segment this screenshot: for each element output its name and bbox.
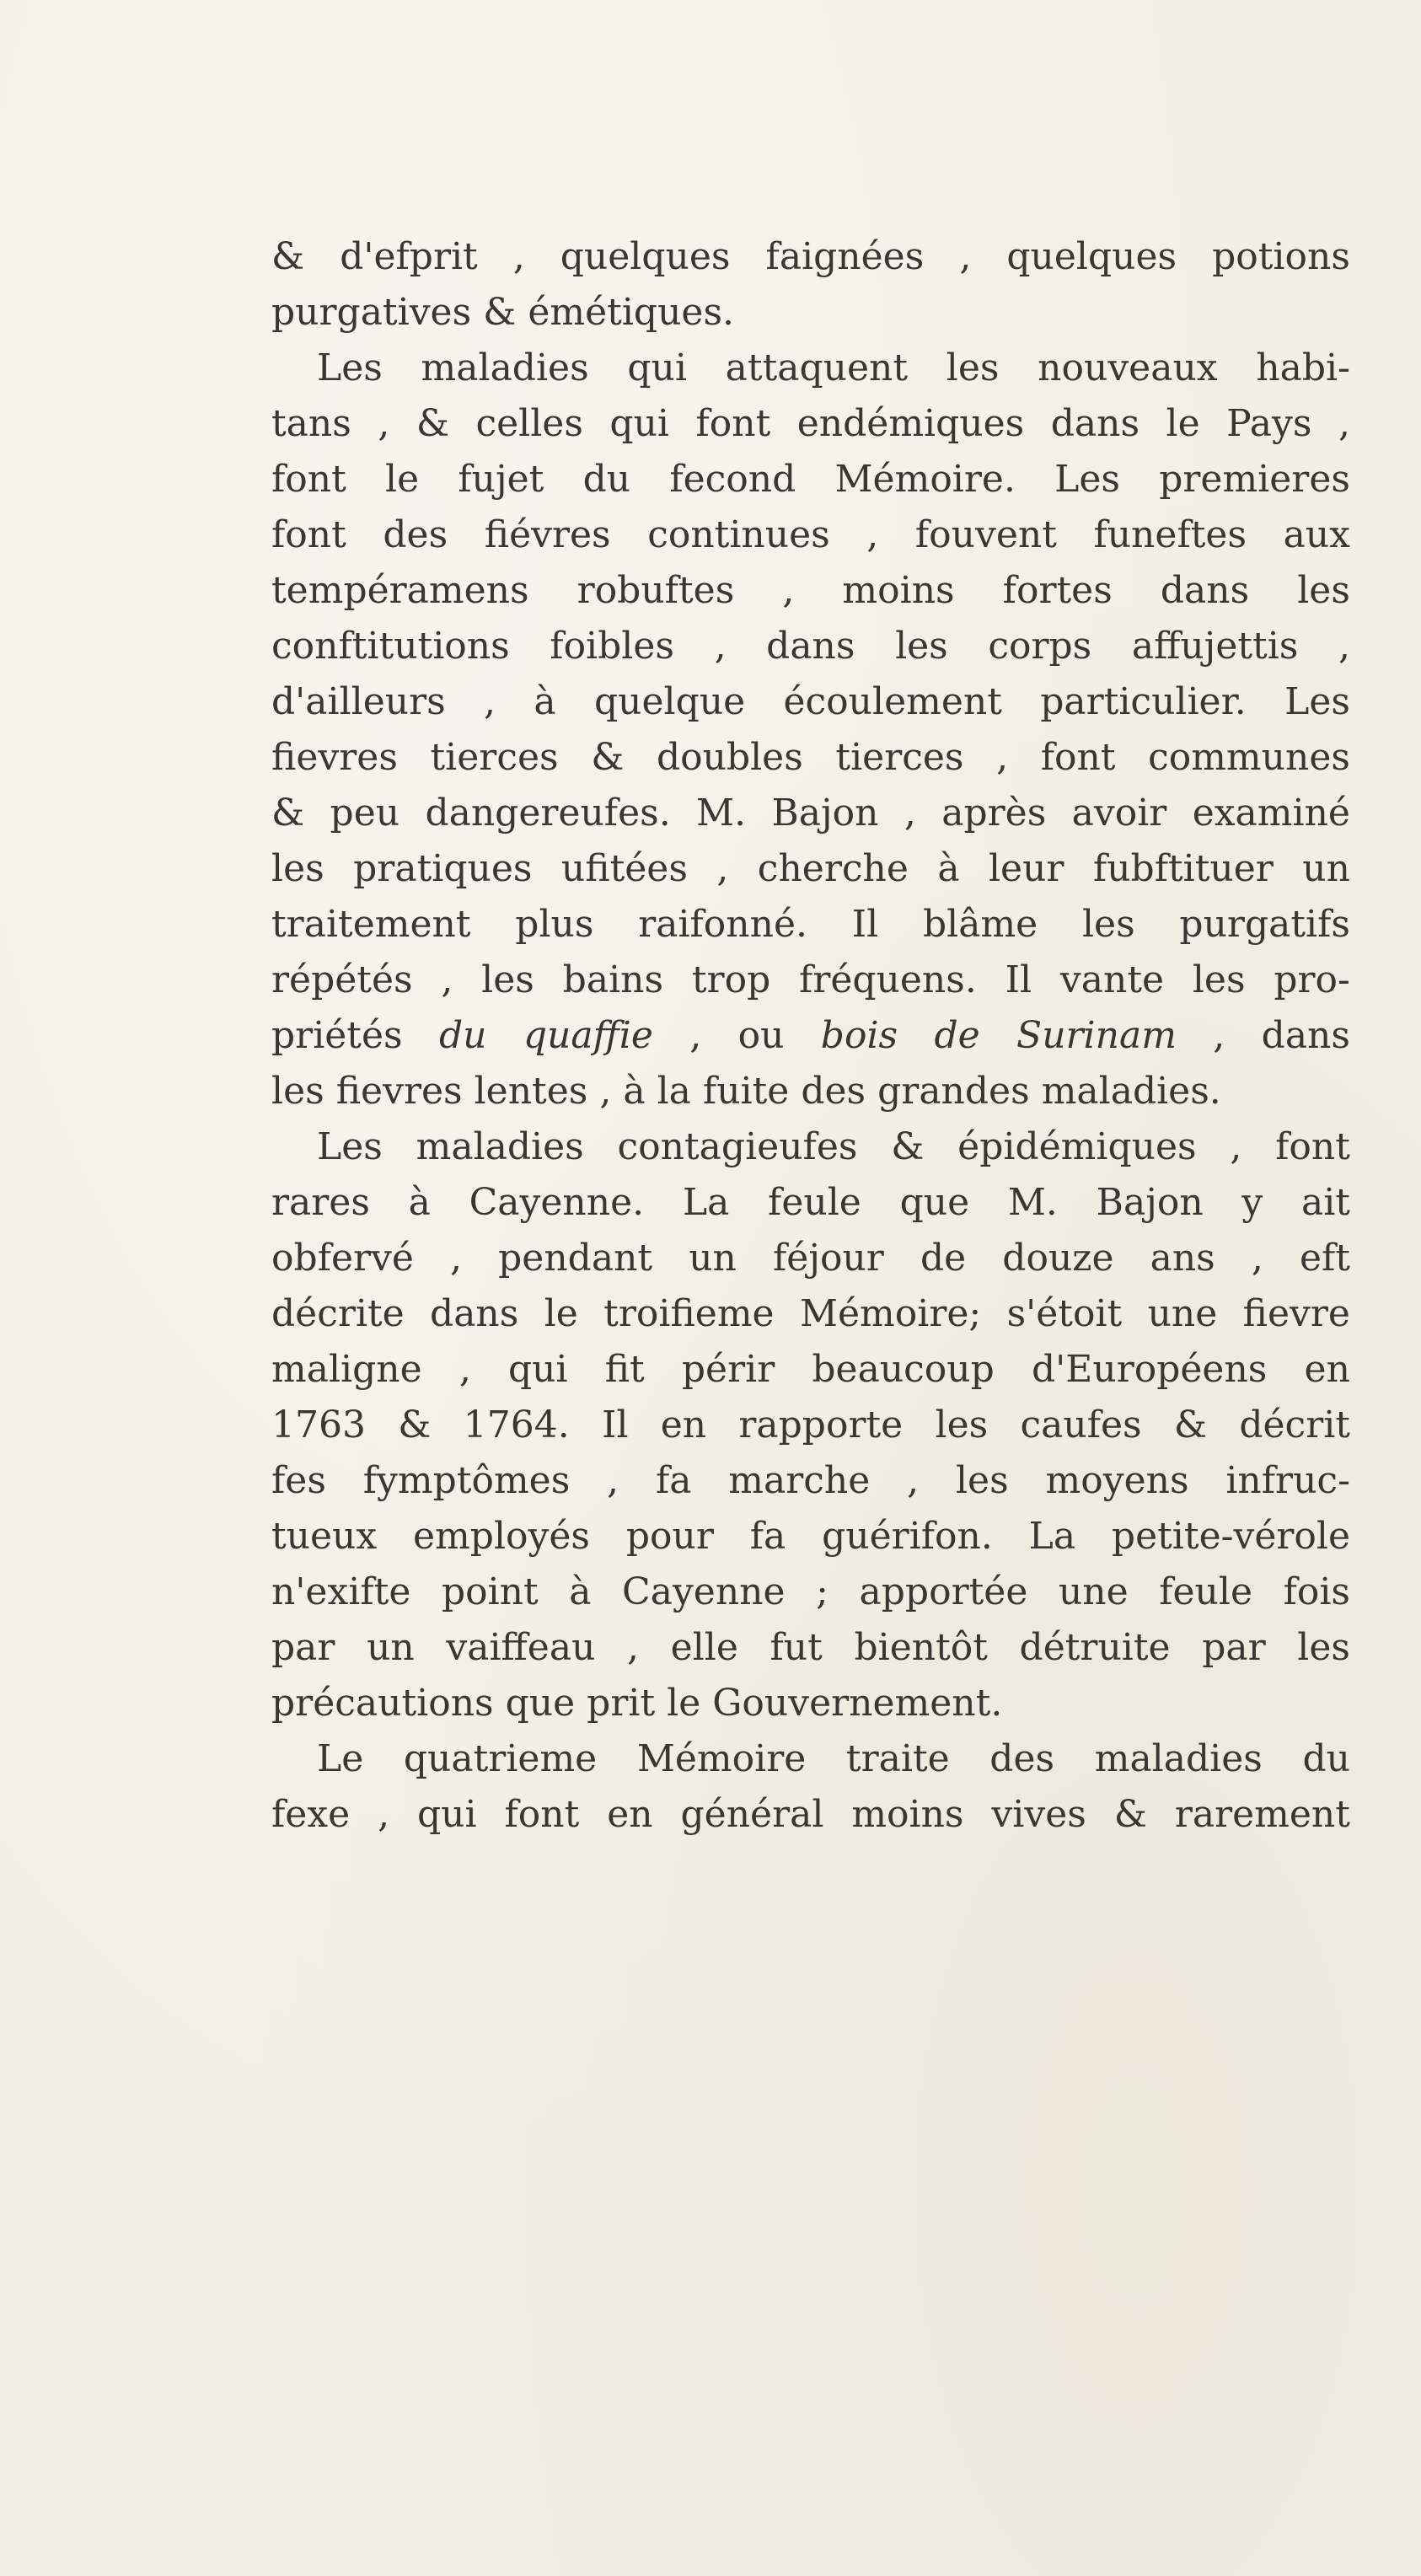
word: vaiffeau bbox=[446, 1626, 596, 1669]
word: maladies bbox=[1094, 1737, 1263, 1780]
word: ans bbox=[1150, 1237, 1215, 1280]
word: & bbox=[271, 235, 305, 278]
word: font bbox=[695, 402, 771, 445]
word: quelque bbox=[593, 680, 746, 723]
word: purgatifs bbox=[1179, 903, 1350, 946]
word: contagieufes bbox=[617, 1125, 858, 1168]
word: Bajon bbox=[771, 792, 879, 835]
word: Les bbox=[1284, 680, 1350, 723]
word: s'étoit bbox=[1006, 1292, 1123, 1335]
text-line bbox=[271, 1398, 1350, 1453]
text-line bbox=[271, 1231, 1350, 1286]
paragraph-2 bbox=[271, 341, 1350, 1119]
word: tierces bbox=[430, 736, 559, 779]
word: émétiques. bbox=[528, 291, 735, 334]
text-line bbox=[271, 897, 1350, 953]
word: 1763 bbox=[271, 1403, 366, 1446]
word: Les bbox=[317, 346, 383, 389]
text-line bbox=[271, 786, 1350, 841]
word: dans bbox=[1261, 1014, 1350, 1057]
word: quelques bbox=[1006, 235, 1177, 278]
word: guérifon. bbox=[822, 1515, 993, 1558]
word: elle bbox=[670, 1626, 738, 1669]
word: à bbox=[534, 680, 556, 723]
word: n'exifte bbox=[271, 1570, 411, 1613]
word: apportée bbox=[859, 1570, 1028, 1613]
word: & bbox=[398, 1403, 432, 1446]
word: les bbox=[271, 847, 324, 890]
word: en bbox=[660, 1403, 707, 1446]
word: prit bbox=[587, 1682, 656, 1725]
word: font bbox=[271, 513, 346, 556]
word: petite-vérole bbox=[1111, 1515, 1350, 1558]
word: les bbox=[935, 1403, 989, 1446]
text-line bbox=[271, 1676, 1350, 1731]
word: grandes bbox=[877, 1070, 1030, 1113]
word: , bbox=[714, 625, 727, 668]
word: faignées bbox=[765, 235, 925, 278]
word: & bbox=[891, 1125, 925, 1168]
text-line bbox=[271, 953, 1350, 1008]
word: examiné bbox=[1192, 792, 1350, 835]
word: , bbox=[1230, 1125, 1242, 1168]
word: bains bbox=[562, 958, 664, 1001]
text-line bbox=[271, 1008, 1350, 1064]
text-line bbox=[271, 1620, 1350, 1676]
word: tans bbox=[271, 402, 351, 445]
word: avoir bbox=[1071, 792, 1167, 835]
word: fievres bbox=[271, 736, 398, 779]
word: après bbox=[941, 792, 1047, 835]
text-line bbox=[271, 674, 1350, 730]
word: funeftes bbox=[1093, 513, 1247, 556]
word: du bbox=[1302, 1737, 1350, 1780]
word: de bbox=[934, 1014, 980, 1057]
text-line bbox=[271, 1564, 1350, 1620]
word: La bbox=[1028, 1515, 1076, 1558]
word: la bbox=[657, 1070, 691, 1113]
word: répétés bbox=[271, 958, 413, 1001]
word: point bbox=[441, 1570, 539, 1613]
word: continues bbox=[647, 513, 830, 556]
word: fa bbox=[655, 1459, 692, 1502]
text-line bbox=[271, 1787, 1350, 1843]
word: potions bbox=[1212, 235, 1350, 278]
word: une bbox=[1147, 1292, 1218, 1335]
word: que bbox=[899, 1181, 970, 1224]
word: épidémiques bbox=[957, 1125, 1197, 1168]
word: font bbox=[1040, 736, 1116, 779]
word: Les bbox=[1054, 458, 1120, 501]
word: décrit bbox=[1239, 1403, 1350, 1446]
word: pro- bbox=[1274, 958, 1350, 1001]
word: écoulement bbox=[783, 680, 1002, 723]
word: du bbox=[582, 458, 631, 501]
word: fexe bbox=[271, 1793, 351, 1836]
word: Gouvernement. bbox=[712, 1682, 1003, 1725]
word: rarement bbox=[1174, 1793, 1350, 1836]
word: traite bbox=[845, 1737, 950, 1780]
word: maligne bbox=[271, 1348, 422, 1391]
text-line bbox=[271, 1286, 1350, 1342]
word: Les bbox=[317, 1125, 383, 1168]
word: les bbox=[955, 1459, 1009, 1502]
word: maladies bbox=[416, 1125, 584, 1168]
word: , bbox=[866, 513, 879, 556]
word: plus bbox=[515, 903, 594, 946]
word: peu bbox=[330, 792, 400, 835]
word: trop bbox=[691, 958, 771, 1001]
word: particulier. bbox=[1040, 680, 1247, 723]
word: du bbox=[438, 1014, 487, 1057]
word: quaffie bbox=[523, 1014, 653, 1057]
word: moins bbox=[851, 1793, 964, 1836]
word: qui bbox=[417, 1793, 477, 1836]
text-line bbox=[271, 619, 1350, 674]
word: robuftes bbox=[576, 569, 735, 612]
text-line bbox=[271, 841, 1350, 897]
word: , bbox=[450, 1237, 463, 1280]
word: les bbox=[1192, 958, 1246, 1001]
word: tueux bbox=[271, 1515, 378, 1558]
word: à bbox=[937, 847, 960, 890]
word: par bbox=[1202, 1626, 1266, 1669]
word: précautions bbox=[271, 1682, 494, 1725]
word: à bbox=[408, 1181, 431, 1224]
word: foibles bbox=[550, 625, 674, 668]
word: , bbox=[716, 847, 729, 890]
word: un bbox=[367, 1626, 415, 1669]
word: des bbox=[989, 1737, 1055, 1780]
word: cherche bbox=[757, 847, 909, 890]
word: & bbox=[591, 736, 625, 779]
word: doubles bbox=[656, 736, 803, 779]
word: obfervé bbox=[271, 1237, 414, 1280]
word: les bbox=[271, 1070, 324, 1113]
word: rares bbox=[271, 1181, 370, 1224]
word: & bbox=[1173, 1403, 1208, 1446]
word: Cayenne bbox=[622, 1570, 786, 1613]
word: leur bbox=[988, 847, 1064, 890]
text-line bbox=[271, 1175, 1350, 1231]
word: décrite bbox=[271, 1292, 405, 1335]
paragraph-4 bbox=[271, 1731, 1350, 1843]
word: que bbox=[505, 1682, 576, 1725]
word: dans bbox=[1160, 569, 1250, 612]
word: à bbox=[569, 1570, 592, 1613]
paragraph-3 bbox=[271, 1119, 1350, 1731]
word: marche bbox=[728, 1459, 871, 1502]
word: Bajon bbox=[1096, 1181, 1204, 1224]
word: affujettis bbox=[1131, 625, 1299, 668]
word: raifonné. bbox=[638, 903, 808, 946]
word: les bbox=[1297, 1626, 1350, 1669]
word: le bbox=[1166, 402, 1200, 445]
word: Mémoire; bbox=[799, 1292, 982, 1335]
word: fymptômes bbox=[362, 1459, 571, 1502]
word: pour bbox=[625, 1515, 714, 1558]
page-text bbox=[271, 229, 1350, 1843]
word: moyens bbox=[1045, 1459, 1189, 1502]
text-line bbox=[271, 452, 1350, 507]
word: Le bbox=[317, 1737, 364, 1780]
word: , bbox=[484, 680, 496, 723]
word: de bbox=[920, 1237, 967, 1280]
word: d'ailleurs bbox=[271, 680, 446, 723]
word: rapporte bbox=[738, 1403, 904, 1446]
word: communes bbox=[1148, 736, 1350, 779]
word: Cayenne. bbox=[469, 1181, 645, 1224]
word: infruc- bbox=[1225, 1459, 1350, 1502]
word: , bbox=[689, 1014, 702, 1057]
word: pratiques bbox=[353, 847, 533, 890]
word: fubftituer bbox=[1092, 847, 1274, 890]
word: une bbox=[1058, 1570, 1129, 1613]
word: fa bbox=[749, 1515, 786, 1558]
word: quelques bbox=[560, 235, 731, 278]
word: nouveaux bbox=[1038, 346, 1218, 389]
word: détruite bbox=[1019, 1626, 1171, 1669]
word: y bbox=[1241, 1181, 1263, 1224]
word: des bbox=[383, 513, 448, 556]
word: fievres bbox=[335, 1070, 463, 1113]
text-line bbox=[271, 229, 1350, 285]
word: un bbox=[689, 1237, 737, 1280]
word: le bbox=[385, 458, 420, 501]
text-line bbox=[271, 1731, 1350, 1787]
word: maladies bbox=[421, 346, 589, 389]
word: les bbox=[481, 958, 534, 1001]
word: ufitées bbox=[560, 847, 688, 890]
word: troifieme bbox=[603, 1292, 775, 1335]
word: Il bbox=[1005, 958, 1032, 1001]
word: 1764. bbox=[463, 1403, 570, 1446]
word: bois bbox=[820, 1014, 898, 1057]
word: fecond bbox=[669, 458, 796, 501]
word: endémiques bbox=[796, 402, 1025, 445]
word: dans bbox=[430, 1292, 519, 1335]
word: ou bbox=[737, 1014, 785, 1057]
word: moins bbox=[842, 569, 955, 612]
word: qui bbox=[627, 346, 687, 389]
word: , bbox=[458, 1348, 471, 1391]
word: , bbox=[607, 1459, 619, 1502]
word: les bbox=[946, 346, 1000, 389]
text-line bbox=[271, 285, 1350, 341]
word: Il bbox=[851, 903, 879, 946]
word: douze bbox=[1002, 1237, 1114, 1280]
word: tempéramens bbox=[271, 569, 529, 612]
word: dans bbox=[766, 625, 855, 668]
word: , bbox=[907, 1459, 920, 1502]
word: des bbox=[801, 1070, 866, 1113]
word: & bbox=[483, 291, 517, 334]
word: employés bbox=[413, 1515, 591, 1558]
word: les bbox=[1297, 569, 1350, 612]
word: , bbox=[599, 1070, 612, 1113]
word: , bbox=[782, 569, 795, 612]
text-line bbox=[271, 1064, 1350, 1119]
word: quatrieme bbox=[403, 1737, 598, 1780]
word: fievre bbox=[1242, 1292, 1350, 1335]
word: Pays bbox=[1226, 402, 1312, 445]
word: un bbox=[1302, 847, 1350, 890]
word: & bbox=[271, 792, 305, 835]
word: & bbox=[416, 402, 449, 445]
word: qui bbox=[609, 402, 669, 445]
word: , bbox=[627, 1626, 640, 1669]
word: en bbox=[1304, 1348, 1350, 1391]
word: Surinam bbox=[1016, 1014, 1177, 1057]
word: font bbox=[1275, 1125, 1350, 1168]
word: font bbox=[504, 1793, 580, 1836]
word: général bbox=[680, 1793, 824, 1836]
word: fouvent bbox=[914, 513, 1057, 556]
word: La bbox=[682, 1181, 730, 1224]
word: fujet bbox=[458, 458, 544, 501]
word: priétés bbox=[271, 1014, 403, 1057]
word: par bbox=[271, 1626, 335, 1669]
text-line bbox=[271, 1453, 1350, 1509]
word: fiévres bbox=[484, 513, 611, 556]
word: d'Européens bbox=[1031, 1348, 1268, 1391]
word: , bbox=[1338, 402, 1350, 445]
word: les bbox=[1081, 903, 1135, 946]
word: Mémoire bbox=[636, 1737, 807, 1780]
word: premieres bbox=[1159, 458, 1350, 501]
word: , bbox=[1338, 625, 1350, 668]
word: M. bbox=[1007, 1181, 1058, 1224]
word: & bbox=[1113, 1793, 1147, 1836]
word: pendant bbox=[498, 1237, 653, 1280]
word: dangereufes. bbox=[425, 792, 671, 835]
text-line bbox=[271, 1509, 1350, 1564]
word: celles bbox=[475, 402, 583, 445]
word: blâme bbox=[922, 903, 1038, 946]
word: , bbox=[378, 402, 390, 445]
word: fes bbox=[271, 1459, 326, 1502]
word: , bbox=[512, 235, 525, 278]
word: bientôt bbox=[854, 1626, 988, 1669]
word: maladies. bbox=[1041, 1070, 1221, 1113]
word: qui bbox=[507, 1348, 568, 1391]
word: font bbox=[271, 458, 346, 501]
word: M. bbox=[696, 792, 747, 835]
word: le bbox=[667, 1682, 701, 1725]
word: traitement bbox=[271, 903, 471, 946]
word: habi- bbox=[1256, 346, 1350, 389]
word: fois bbox=[1283, 1570, 1350, 1613]
word: à bbox=[623, 1070, 646, 1113]
word: en bbox=[607, 1793, 653, 1836]
paragraph-1 bbox=[271, 229, 1350, 341]
word: , bbox=[1251, 1237, 1263, 1280]
word: , bbox=[904, 792, 916, 835]
text-line bbox=[271, 341, 1350, 396]
word: tierces bbox=[835, 736, 964, 779]
word: conftitutions bbox=[271, 625, 510, 668]
word: , bbox=[996, 736, 1009, 779]
text-line bbox=[271, 1342, 1350, 1398]
word: fréquens. bbox=[799, 958, 977, 1001]
word: Mémoire. bbox=[834, 458, 1016, 501]
word: , bbox=[1213, 1014, 1225, 1057]
text-line bbox=[271, 396, 1350, 452]
word: , bbox=[441, 958, 453, 1001]
word: d'efprit bbox=[340, 235, 478, 278]
word: lentes bbox=[474, 1070, 588, 1113]
text-line bbox=[271, 1119, 1350, 1175]
word: purgatives bbox=[271, 291, 472, 334]
word: , bbox=[378, 1793, 390, 1836]
text-line bbox=[271, 730, 1350, 786]
word: vives bbox=[991, 1793, 1086, 1836]
word: aux bbox=[1283, 513, 1350, 556]
word: fuite bbox=[702, 1070, 790, 1113]
word: vante bbox=[1059, 958, 1165, 1001]
word: périr bbox=[681, 1348, 775, 1391]
word: , bbox=[959, 235, 972, 278]
word: corps bbox=[988, 625, 1092, 668]
word: ; bbox=[816, 1570, 828, 1613]
text-line bbox=[271, 507, 1350, 563]
word: fortes bbox=[1002, 569, 1113, 612]
word: eft bbox=[1299, 1237, 1350, 1280]
word: caufes bbox=[1020, 1403, 1142, 1446]
word: féjour bbox=[773, 1237, 884, 1280]
word: ait bbox=[1301, 1181, 1350, 1224]
word: attaquent bbox=[725, 346, 909, 389]
word: feule bbox=[1159, 1570, 1252, 1613]
word: Il bbox=[601, 1403, 629, 1446]
word: les bbox=[895, 625, 948, 668]
word: fut bbox=[769, 1626, 823, 1669]
word: feule bbox=[768, 1181, 861, 1224]
word: fit bbox=[604, 1348, 645, 1391]
text-line bbox=[271, 563, 1350, 619]
word: le bbox=[544, 1292, 578, 1335]
word: beaucoup bbox=[812, 1348, 995, 1391]
word: dans bbox=[1050, 402, 1140, 445]
